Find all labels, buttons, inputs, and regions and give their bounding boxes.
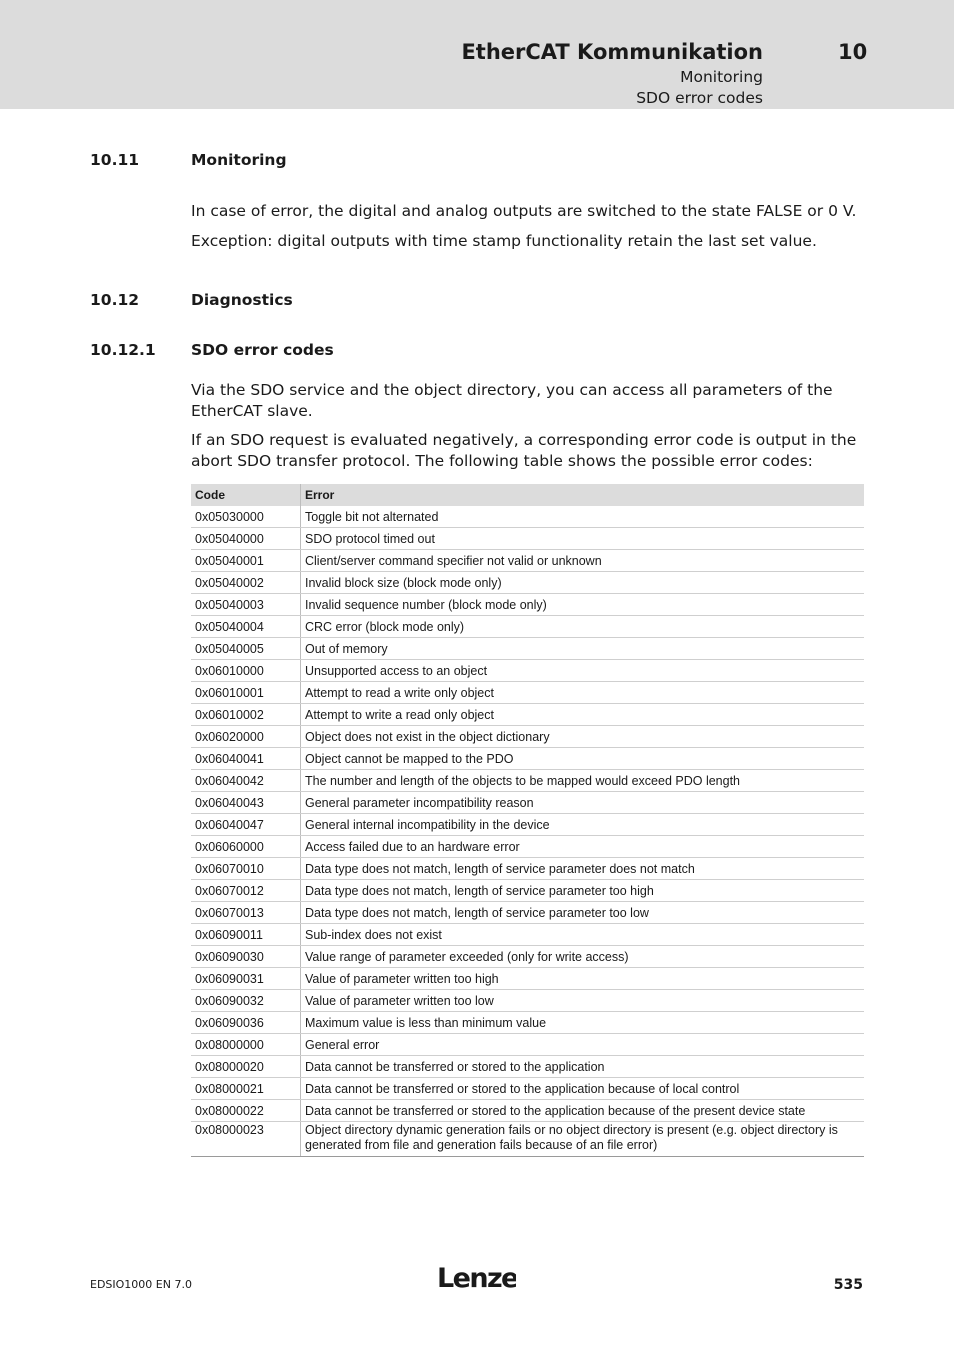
error-description-cell: Sub-index does not exist	[301, 924, 865, 946]
table-row	[191, 1122, 864, 1157]
header-subtitle-1: Monitoring	[680, 68, 763, 86]
error-code-cell: 0x06040047	[191, 814, 301, 836]
error-description-cell: Access failed due to an hardware error	[301, 836, 865, 858]
error-code-cell: 0x06090032	[191, 990, 301, 1012]
error-code-cell: 0x08000000	[191, 1034, 301, 1056]
section-number-monitoring: 10.11	[90, 151, 140, 169]
paragraph-sdo-2: If an SDO request is evaluated negatively, a corresponding error code is output in the abort SDO transfer protocol. The following table shows the possible error codes:	[191, 431, 857, 470]
error-code-cell: 0x06090036	[191, 1012, 301, 1034]
error-description-cell: Data cannot be transferred or stored to the application because of local control	[301, 1078, 865, 1100]
error-description-cell: General error	[301, 1034, 865, 1056]
table-row	[191, 1056, 864, 1078]
table-row	[191, 792, 864, 814]
table-row	[191, 946, 864, 968]
error-code-cell: 0x05040000	[191, 528, 301, 550]
table-row	[191, 704, 864, 726]
section-number-sdo-error-codes: 10.12.1	[90, 341, 156, 359]
error-code-cell: 0x06090030	[191, 946, 301, 968]
table-row	[191, 616, 864, 638]
error-description-cell: General internal incompatibility in the device	[301, 814, 865, 836]
error-description-cell: SDO protocol timed out	[301, 528, 865, 550]
table-row	[191, 858, 864, 880]
error-code-cell: 0x06060000	[191, 836, 301, 858]
error-code-cell: 0x06070013	[191, 902, 301, 924]
table-row	[191, 660, 864, 682]
column-header-code: Code	[191, 484, 301, 506]
error-description-cell: Client/server command specifier not valid or unknown	[301, 550, 865, 572]
error-code-cell: 0x08000021	[191, 1078, 301, 1100]
error-description-cell: Invalid sequence number (block mode only)	[301, 594, 865, 616]
table-row	[191, 968, 864, 990]
table-row	[191, 506, 864, 528]
error-code-cell: 0x06020000	[191, 726, 301, 748]
table-row	[191, 990, 864, 1012]
error-code-cell: 0x06040041	[191, 748, 301, 770]
error-description-cell: Data cannot be transferred or stored to the application	[301, 1056, 865, 1078]
header-subtitle-2: SDO error codes	[636, 89, 763, 107]
table-header-row	[191, 484, 864, 506]
error-description-cell: Value range of parameter exceeded (only for write access)	[301, 946, 865, 968]
section-title-sdo-error-codes: SDO error codes	[191, 341, 334, 359]
paragraph-monitoring-1: In case of error, the digital and analog outputs are switched to the state FALSE or 0 V.	[191, 202, 857, 220]
error-code-cell: 0x06090011	[191, 924, 301, 946]
error-description-cell: Out of memory	[301, 638, 865, 660]
table-row	[191, 1078, 864, 1100]
table-row	[191, 594, 864, 616]
error-code-cell: 0x05040005	[191, 638, 301, 660]
error-description-cell: Data type does not match, length of service parameter too high	[301, 880, 865, 902]
error-description-cell: Value of parameter written too low	[301, 990, 865, 1012]
header-title: EtherCAT Kommunikation	[461, 40, 763, 64]
section-title-diagnostics: Diagnostics	[191, 291, 293, 309]
table-body	[191, 506, 864, 1157]
table-row	[191, 836, 864, 858]
document-id: EDSIO1000 EN 7.0	[90, 1278, 192, 1291]
section-title-monitoring: Monitoring	[191, 151, 287, 169]
error-code-cell: 0x05040004	[191, 616, 301, 638]
paragraph-sdo-1: Via the SDO service and the object directory, you can access all parameters of the EtherCAT slave.	[191, 381, 833, 420]
table-row	[191, 1012, 864, 1034]
error-description-cell: Attempt to read a write only object	[301, 682, 865, 704]
error-description-cell: Invalid block size (block mode only)	[301, 572, 865, 594]
error-description-cell: Toggle bit not alternated	[301, 506, 865, 528]
sdo-error-code-table	[191, 484, 864, 1157]
error-code-cell: 0x06010001	[191, 682, 301, 704]
error-code-cell: 0x06070010	[191, 858, 301, 880]
table-row	[191, 528, 864, 550]
error-code-cell: 0x06070012	[191, 880, 301, 902]
table-row	[191, 1034, 864, 1056]
error-code-cell: 0x08000020	[191, 1056, 301, 1078]
svg-text:Lenze: Lenze	[437, 1263, 516, 1293]
error-description-cell: Object directory dynamic generation fails or no object directory is present (e.g. object directory is generated from file and generation fails because of an file error)	[301, 1122, 865, 1157]
table-row	[191, 902, 864, 924]
error-description-cell: General parameter incompatibility reason	[301, 792, 865, 814]
chapter-number: 10	[838, 40, 868, 64]
page-number: 535	[833, 1277, 863, 1293]
error-description-cell: Unsupported access to an object	[301, 660, 865, 682]
table-row	[191, 1100, 864, 1122]
table-row	[191, 748, 864, 770]
error-description-cell: Maximum value is less than minimum value	[301, 1012, 865, 1034]
paragraph-monitoring-2: Exception: digital outputs with time stamp functionality retain the last set value.	[191, 232, 817, 250]
error-code-cell: 0x08000023	[191, 1122, 301, 1157]
error-description-cell: CRC error (block mode only)	[301, 616, 865, 638]
error-description-cell: Data type does not match, length of service parameter too low	[301, 902, 865, 924]
error-code-cell: 0x06040042	[191, 770, 301, 792]
table-row	[191, 638, 864, 660]
table-row	[191, 726, 864, 748]
table-row	[191, 880, 864, 902]
error-description-cell: Value of parameter written too high	[301, 968, 865, 990]
table-row	[191, 572, 864, 594]
error-description-cell: The number and length of the objects to be mapped would exceed PDO length	[301, 770, 865, 792]
error-code-cell: 0x08000022	[191, 1100, 301, 1122]
error-code-cell: 0x06010000	[191, 660, 301, 682]
error-description-cell: Attempt to write a read only object	[301, 704, 865, 726]
section-number-diagnostics: 10.12	[90, 291, 140, 309]
error-description-cell: Object does not exist in the object dictionary	[301, 726, 865, 748]
error-code-cell: 0x05040001	[191, 550, 301, 572]
error-description-cell: Data type does not match, length of service parameter does not match	[301, 858, 865, 880]
table-row	[191, 550, 864, 572]
column-header-error: Error	[301, 484, 865, 506]
error-code-cell: 0x06010002	[191, 704, 301, 726]
error-description-cell: Object cannot be mapped to the PDO	[301, 748, 865, 770]
error-code-cell: 0x05040002	[191, 572, 301, 594]
error-code-cell: 0x06090031	[191, 968, 301, 990]
table-row	[191, 924, 864, 946]
table-row	[191, 770, 864, 792]
table-row	[191, 682, 864, 704]
error-code-cell: 0x05030000	[191, 506, 301, 528]
error-code-cell: 0x06040043	[191, 792, 301, 814]
error-code-cell: 0x05040003	[191, 594, 301, 616]
error-description-cell: Data cannot be transferred or stored to the application because of the present device state	[301, 1100, 865, 1122]
table-row	[191, 814, 864, 836]
lenze-logo	[436, 1263, 516, 1297]
